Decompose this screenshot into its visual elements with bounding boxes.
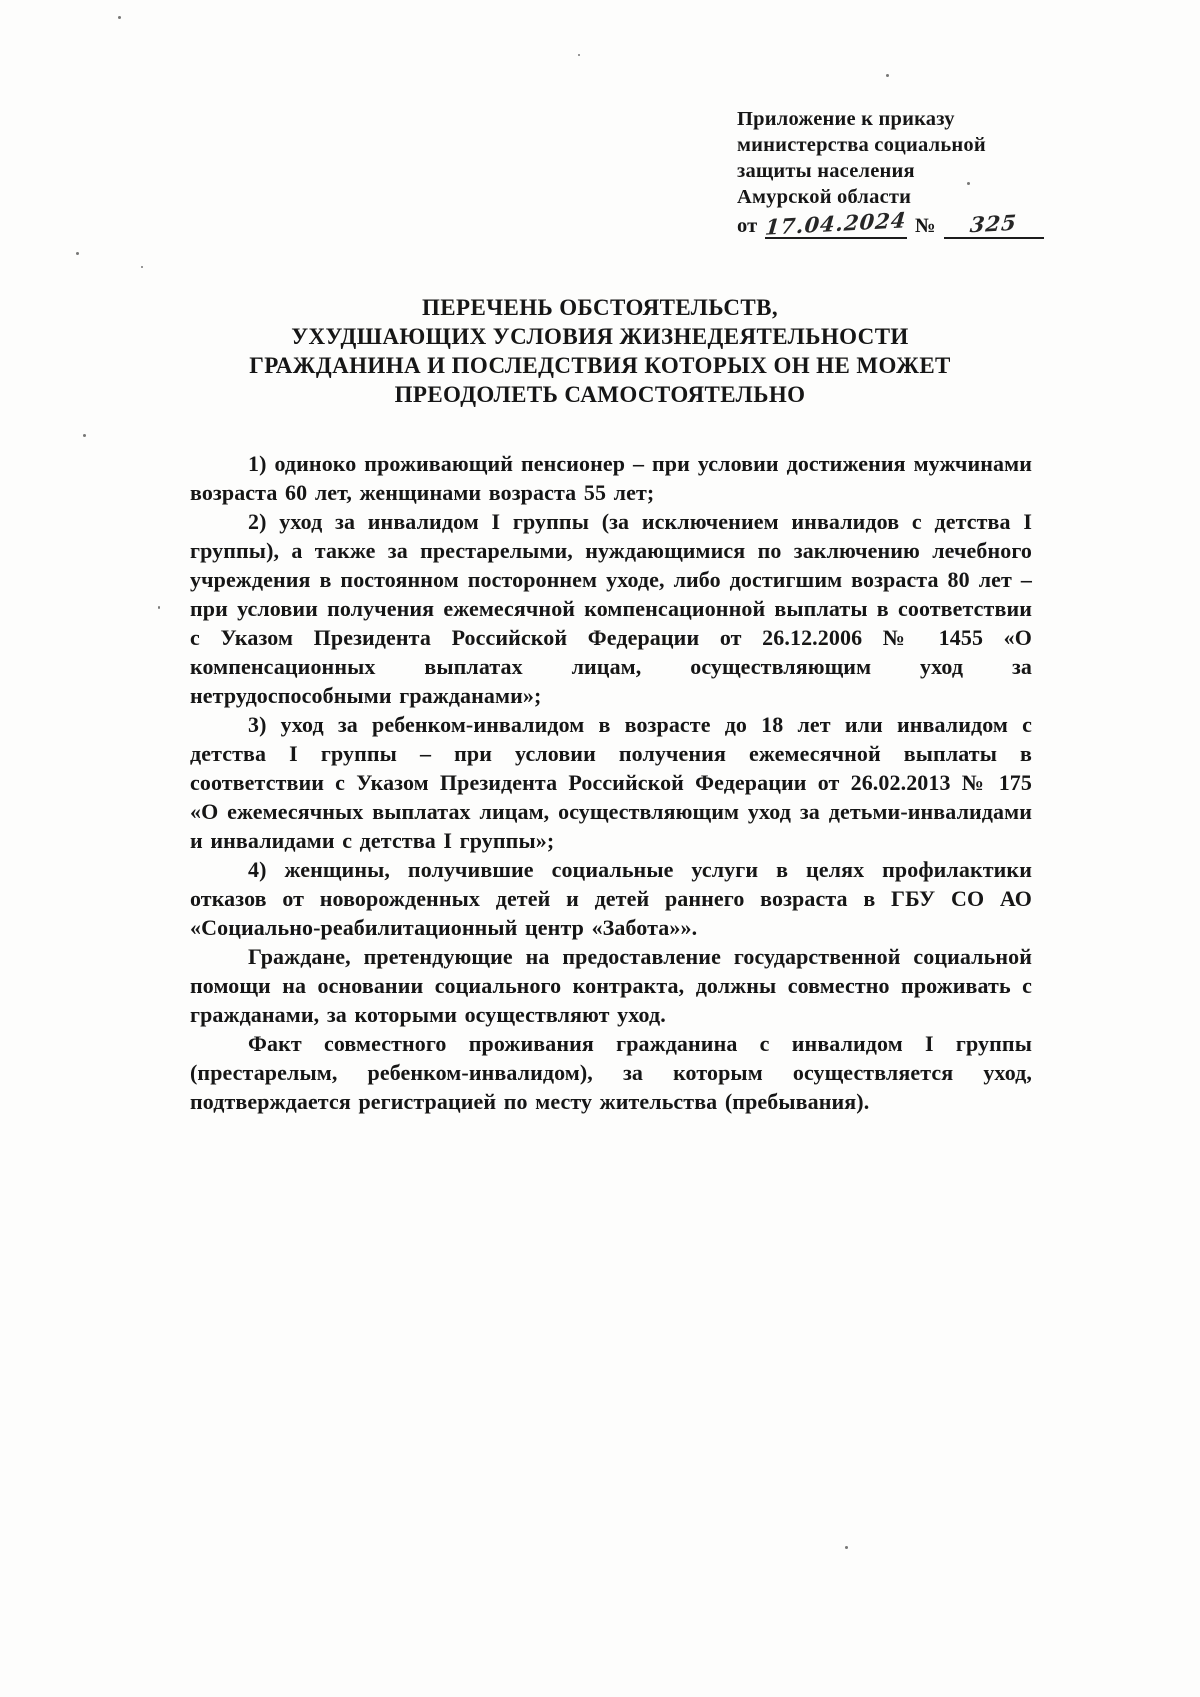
approval-line: министерства социальной [737,134,986,156]
paragraph-2: 2) уход за инвалидом I группы (за исключением инвалидов с детства I группы), а также за престарелыми, нуждающимися по заключению лечебного учреждения в постоянном постороннем уходе, либо достигшим возраста 80 лет – при условии получения ежемесячной компенсационной выплаты в соответствии с Указом Президента Российской Федерации от 26.12.2006 № 1455 «О компенсационных выплатах лицам, осуществляющим уход за нетрудоспособными гражданами»; [190,509,1032,708]
handwritten-number: 325 [969,209,1019,238]
approval-date-line [737,207,1047,240]
paragraph-4: 4) женщины, получившие социальные услуги в целях профилактики отказов от новорожденных детей и детей раннего возраста в ГБУ СО АО «Социально-реабилитационный центр «Забота»». [190,857,1032,940]
scan-artifact [967,182,970,185]
scan-artifact [158,606,160,609]
scan-artifact [141,266,143,268]
document-body [190,449,1032,1116]
title-line: ПЕРЕЧЕНЬ ОБСТОЯТЕЛЬСТВ, [421,295,779,320]
approval-line: Амурской области [737,186,912,208]
paragraph-6: Факт совместного проживания гражданина с инвалидом I группы (престарелым, ребенком-инвалидом), за которым осуществляется уход, подтверждается регистрацией по месту жительства (пребывания). [190,1031,1032,1114]
paragraph-5: Граждане, претендующие на предоставление государственной социальной помощи на основании социального контракта, должны совместно проживать с гражданами, за которыми осуществляют уход. [190,944,1032,1027]
scan-artifact [83,434,86,437]
title-line: УХУДШАЮЩИХ УСЛОВИЯ ЖИЗНЕДЕЯТЕЛЬНОСТИ [291,324,909,349]
handwritten-date-underline [764,207,909,240]
title-line: ПРЕОДОЛЕТЬ САМОСТОЯТЕЛЬНО [394,382,806,407]
paragraph-1: 1) одиноко проживающий пенсионер – при условии достижения мужчинами возраста 60 лет, женщинами возраста 55 лет; [190,451,1032,505]
scan-artifact [886,74,889,77]
date-prefix: от [737,215,758,237]
paragraph-3: 3) уход за ребенком-инвалидом в возрасте до 18 лет или инвалидом с детства I группы – при условии получения ежемесячной выплаты в соответствии с Указом Президента Российской Федерации от 26.02.2013 № 175 «О ежемесячных выплатах лицам, осуществляющим уход за детьми-инвалидами и инвалидами с детства I группы»; [190,712,1032,853]
number-sign: № [914,215,936,237]
approval-block [737,106,1047,239]
scan-artifact [845,1546,848,1549]
handwritten-date: 17.04.2024 [764,207,909,240]
approval-line: защиты населения [737,160,915,182]
scan-artifact [118,16,121,19]
handwritten-number-underline [944,209,1044,239]
scan-artifact [76,252,79,255]
scan-artifact [578,54,580,56]
document-title [120,293,1080,409]
title-line: ГРАЖДАНИНА И ПОСЛЕДСТВИЯ КОТОРЫХ ОН НЕ МОЖЕТ [249,353,951,378]
approval-line: Приложение к приказу [737,108,955,130]
